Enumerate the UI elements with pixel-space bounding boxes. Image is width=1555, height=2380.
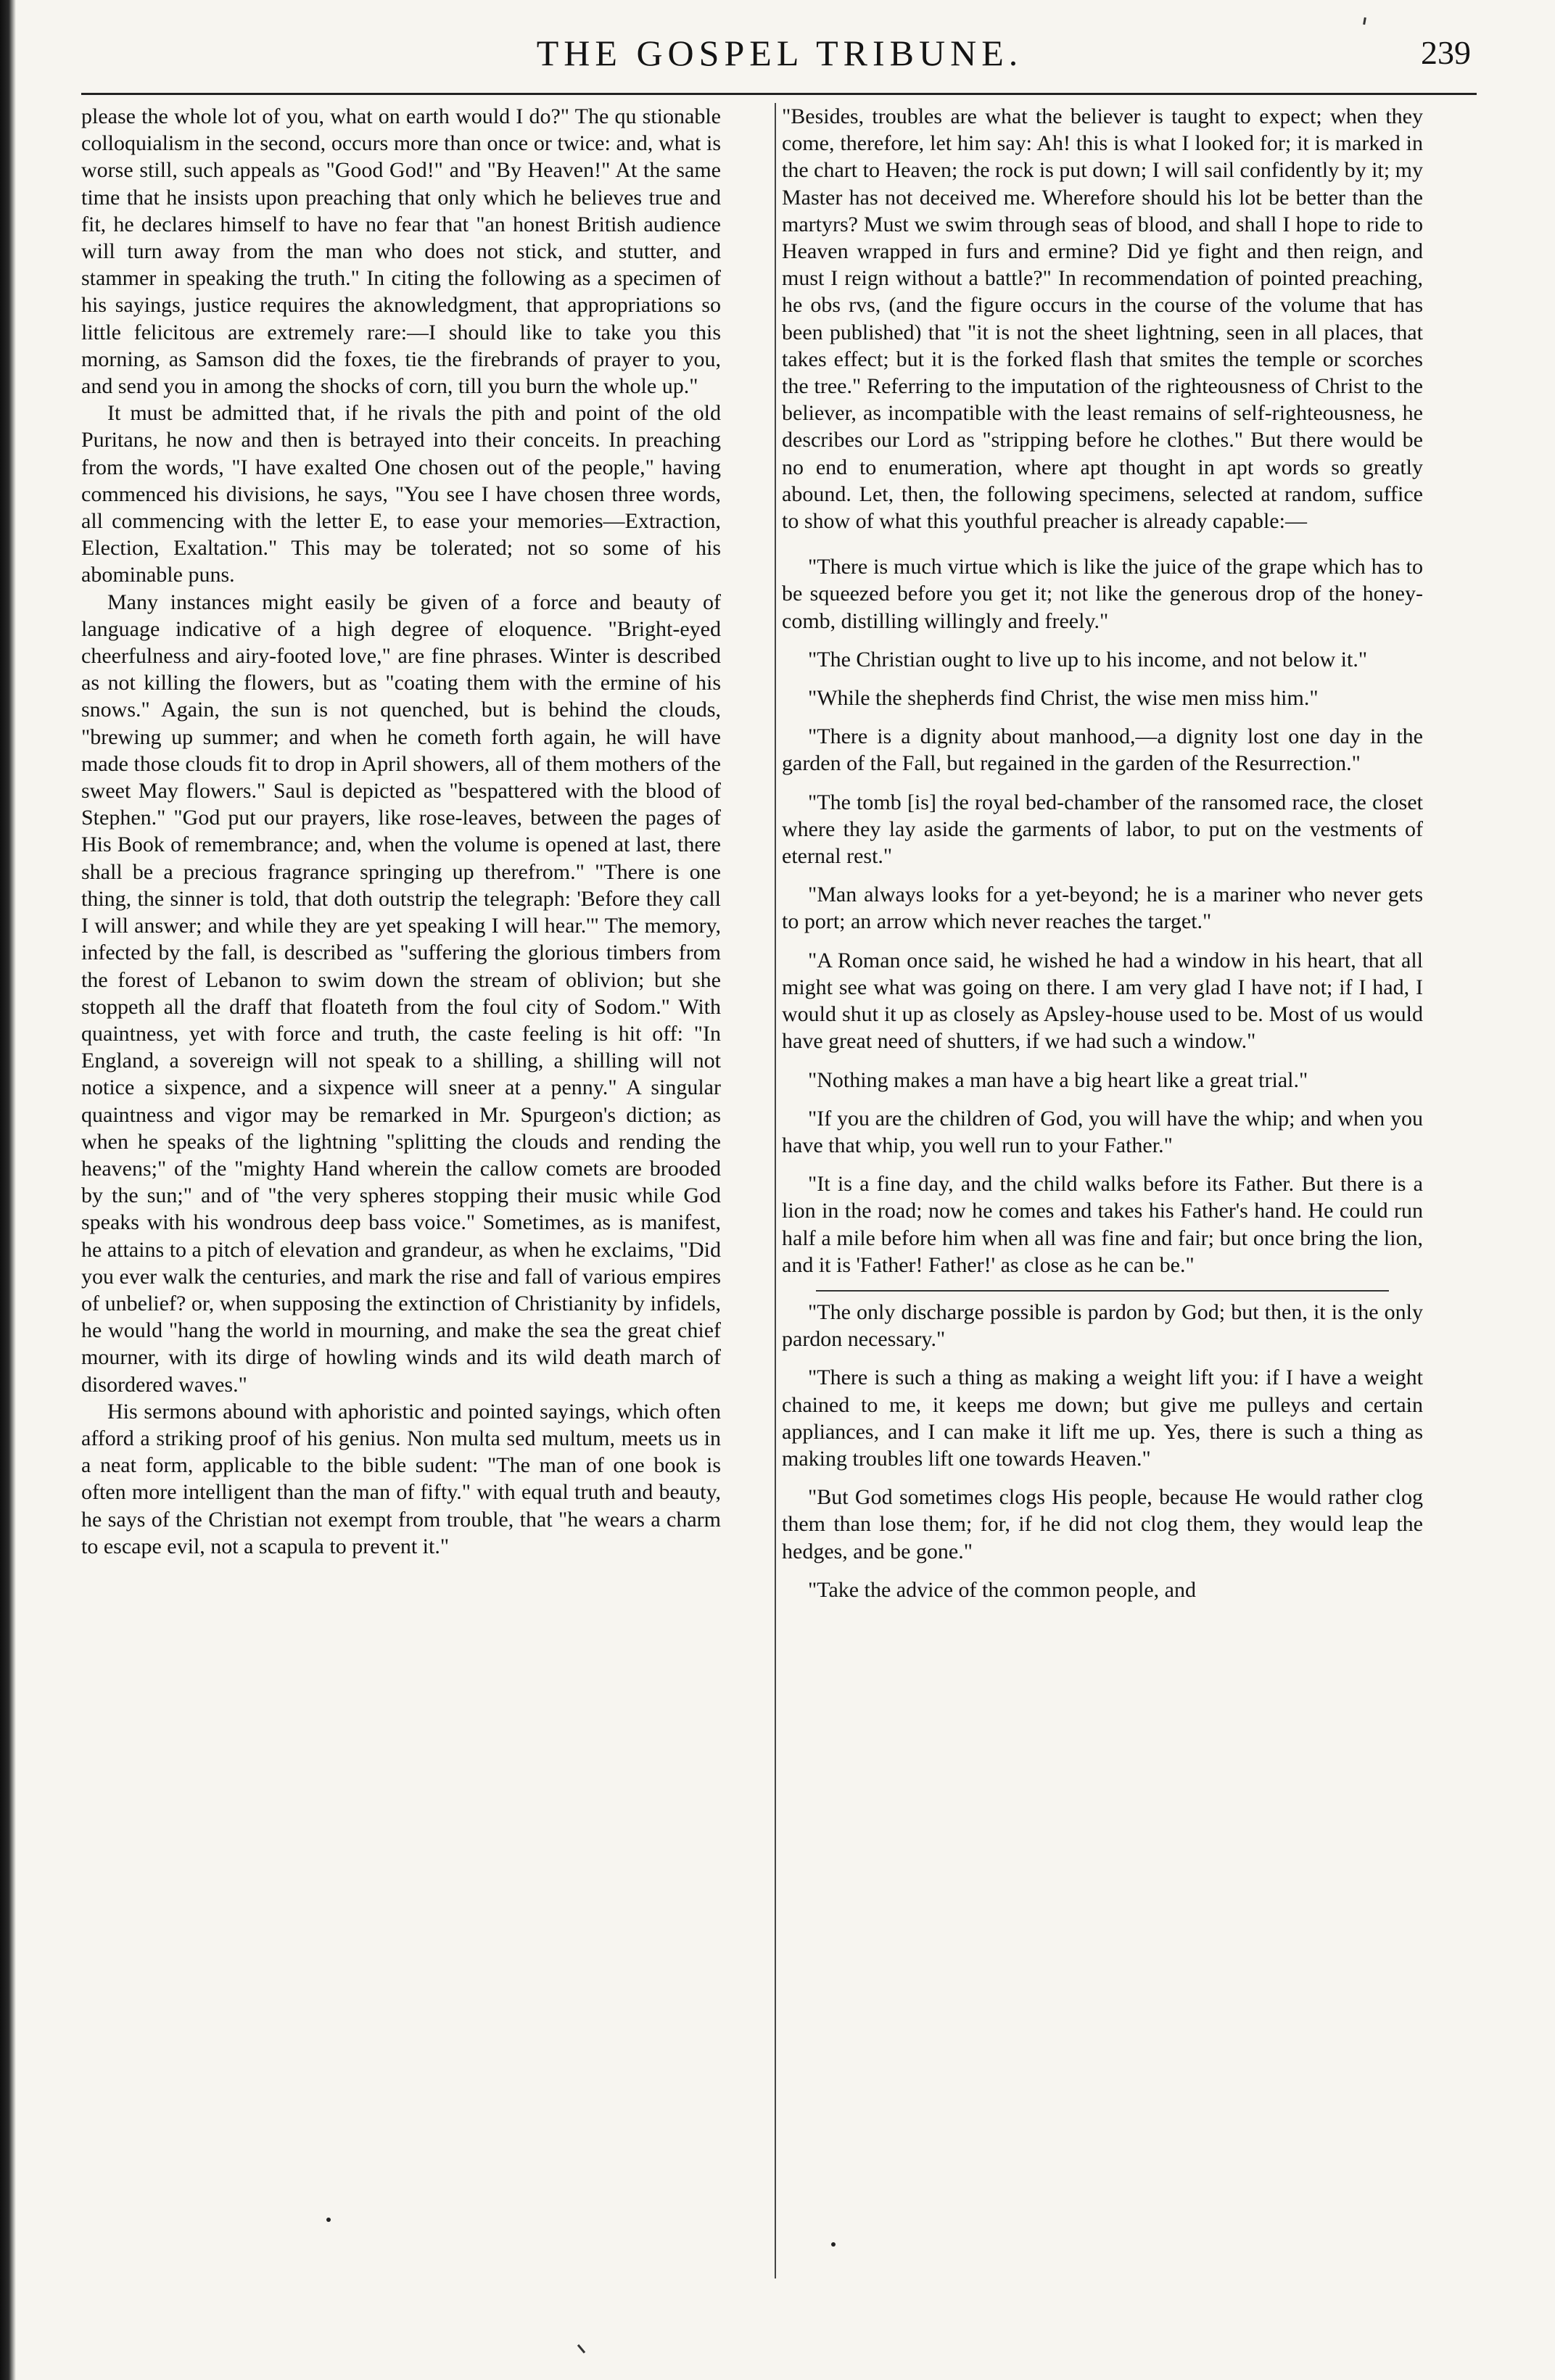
quotation-paragraph: "There is such a thing as making a weight lift you: if I have a weight chained to me, it keeps me down; but give me pulleys and certain appliances, and I can make it lift me up. Yes, there is such a thing as making troubles lift one towards Heaven.": [782, 1365, 1423, 1471]
paragraph: His sermons abound with aphoristic and pointed sayings, which often afford a striking proof of his genius. Non multa sed multum, meets us in a neat form, applicable to the bible sudent: "The man of one book is often more intelligent than the man of fifty." with equal truth and beauty, he says of the Christian not exempt from trouble, that "he wears a charm to escape evil, not a scapula to prevent it.": [81, 1399, 721, 1558]
column-divider: [775, 103, 776, 2278]
quotation-paragraph: "The Christian ought to live up to his income, and not below it.": [808, 647, 1368, 672]
left-column: [81, 103, 721, 1560]
ink-speck: [1363, 17, 1366, 25]
quotation-paragraph: "There is a dignity about manhood,—a dignity lost one day in the garden of the Fall, but regained in the garden of the Resurrection.": [782, 724, 1423, 776]
quotation-paragraph: "Nothing makes a man have a big heart like a great trial.": [808, 1067, 1308, 1092]
paragraph: Many instances might easily be given of a force and beauty of language indicative of a high degree of eloquence. "Bright-eyed cheerfulness and airy-footed love," are fine phrases. Winter is described as not killing the flowers, but as "coating them with the ermine of his snows." Again, the sun is not quenched, but is behind the clouds, "brewing up summer; and when he cometh forth again, he will have made those clouds fit to drop in April showers, all of them mothers of the sweet May flowers." Saul is depicted as "bespattered with the blood of Stephen." "God put our prayers, like rose-leaves, between the pages of His Book of remembrance; and, when the volume is opened at last, there shall be a precious fragrance springing up therefrom." "There is one thing, the sinner is told, that doth outstrip the telegraph: 'Before they call I will answer; and while they are yet speaking I will hear.'" The memory, infected by the fall, is described as "suffering the glorious timbers from the forest of Lebanon to swim down the stream of oblivion; but she stoppeth all the draff that floateth from the foul city of Sodom." With quaintness, yet with force and truth, the caste feeling is hit off: "In England, a sovereign will not speak to a shilling, a shilling will not notice a sixpence, and a sixpence will sneer at a penny." A singular quaintness and vigor may be remarked in Mr. Spurgeon's diction; as when he speaks of the lightning "splitting the clouds and rending the heavens;" of the "mighty Hand wherein the callow comets are brooded by the sun;" and of "the very spheres stopping their music while God speaks with his wondrous deep bass voice." Sometimes, as is manifest, he attains to a pitch of elevation and grandeur, as when he exclaims, "Did you ever walk the centuries, and mark the rise and fall of various empires of unbelief? or, when supposing the extinction of Christianity by infidels, he would "hang the world in mourning, and make the sea the great chief mourner, with its dirge of howling winds and its wild death march of disordered waves.": [81, 590, 721, 1397]
page-binding-edge: [0, 0, 16, 2380]
quotation-paragraph: "A Roman once said, he wished he had a window in his heart, that all might see what was going on there. I am very glad I have not; if I had, I would shut it up as closely as Apsley-house used to be. Most of us would have great need of shutters, if we had such a window.": [782, 948, 1423, 1054]
ink-speck: [831, 2242, 836, 2247]
quotation-paragraph: "But God sometimes clogs His people, because He would rather clog them than lose them; for, if he did not clog them, they would leap the hedges, and be gone.": [782, 1485, 1423, 1563]
paragraph: It must be admitted that, if he rivals the pith and point of the old Puritans, he now and then is betrayed into their conceits. In preaching from the words, "I have exalted One chosen out of the people," having commenced his divisions, he says, "You see I have chosen three words, all commencing with the letter E, to ease your memories—Extraction, Election, Exaltation." This may be tolerated; not so some of his abominable puns.: [81, 401, 721, 587]
page-header: [81, 25, 1478, 84]
quotation-paragraph: "There is much virtue which is like the juice of the grape which has to be squeezed before you get it; not like the generous drop of the honey-comb, distilling willingly and freely.": [782, 555, 1423, 633]
paragraph: please the whole lot of you, what on earth would I do?" The qu stionable colloquialism in the second, occurs more than once or twice: and, what is worse still, such appeals as "Good God!" and "By Heaven!" At the same time that he insists upon preaching that only which he believes true and fit, he declares himself to have no fear that "an honest British audience will turn away from the man who does not stick, and stutter, and stammer in speaking the truth." In citing the following as a specimen of his sayings, justice requires the aknowledgment, that appropriations so little felicitous are extremely rare:—I should like to take you this morning, as Samson did the foxes, tie the firebrands of prayer to you, and send you in among the shocks of corn, till you burn the whole up.": [81, 104, 721, 399]
ink-speck: [326, 2218, 331, 2222]
page-title: THE GOSPEL TRIBUNE.: [536, 33, 1023, 73]
paragraph: "Besides, troubles are what the believer is taught to expect; when they come, therefore, let him say: Ah! this is what I looked for; it is marked in the chart to Heaven; the rock is put down; I will sail confidently by it; my Master has not deceived me. Wherefore should his lot be better than the martyrs? Must we swim through seas of blood, and shall I hope to ride to Heaven wrapped in furs and ermine? Did ye fight and then reign, and must I reign without a battle?" In recommendation of pointed preaching, he obs rvs, (and the figure occurs in the course of the volume that has been published) that "it is not the sheet lightning, seen in all places, that takes effect; but it is the forked flash that smites the temple or scorches the tree." Referring to the imputation of the righteousness of Christ to the believer, as incompatible with the least remains of self-righteousness, he describes our Lord as "stripping before he clothes." But there would be no end to enumeration, where apt thought in apt words so greatly abound. Let, then, the following specimens, selected at random, suffice to show of what this youthful preacher is already capable:—: [782, 104, 1423, 534]
quotation-paragraph: "The only discharge possible is pardon by God; but then, it is the only pardon necessary.": [782, 1300, 1423, 1352]
ink-speck: [577, 2344, 585, 2354]
quotation-paragraph: "The tomb [is] the royal bed-chamber of the ransomed race, the closet where they lay aside the garments of labor, to put on the vestments of eternal rest.": [782, 790, 1423, 869]
quotation-paragraph: "It is a fine day, and the child walks before its Father. But there is a lion in the road; now he comes and takes his Father's hand. He could run half a mile before him when all was fine and fair; but once bring the lion, and it is 'Father! Father!' as close as he can be.": [782, 1172, 1423, 1277]
section-rule: [816, 1290, 1389, 1292]
quotation-paragraph: "If you are the children of God, you will have the whip; and when you have that whip, you well run to your Father.": [782, 1106, 1423, 1157]
right-column: [782, 103, 1423, 1603]
quotation-paragraph: "Man always looks for a yet-beyond; he is a mariner who never gets to port; an arrow which never reaches the target.": [782, 883, 1423, 934]
header-rule: [81, 93, 1477, 95]
page-number: 239: [1421, 34, 1471, 71]
quotation-paragraph: "While the shepherds find Christ, the wise men miss him.": [808, 686, 1319, 711]
quotation-paragraph: "Take the advice of the common people, and: [808, 1577, 1196, 1602]
